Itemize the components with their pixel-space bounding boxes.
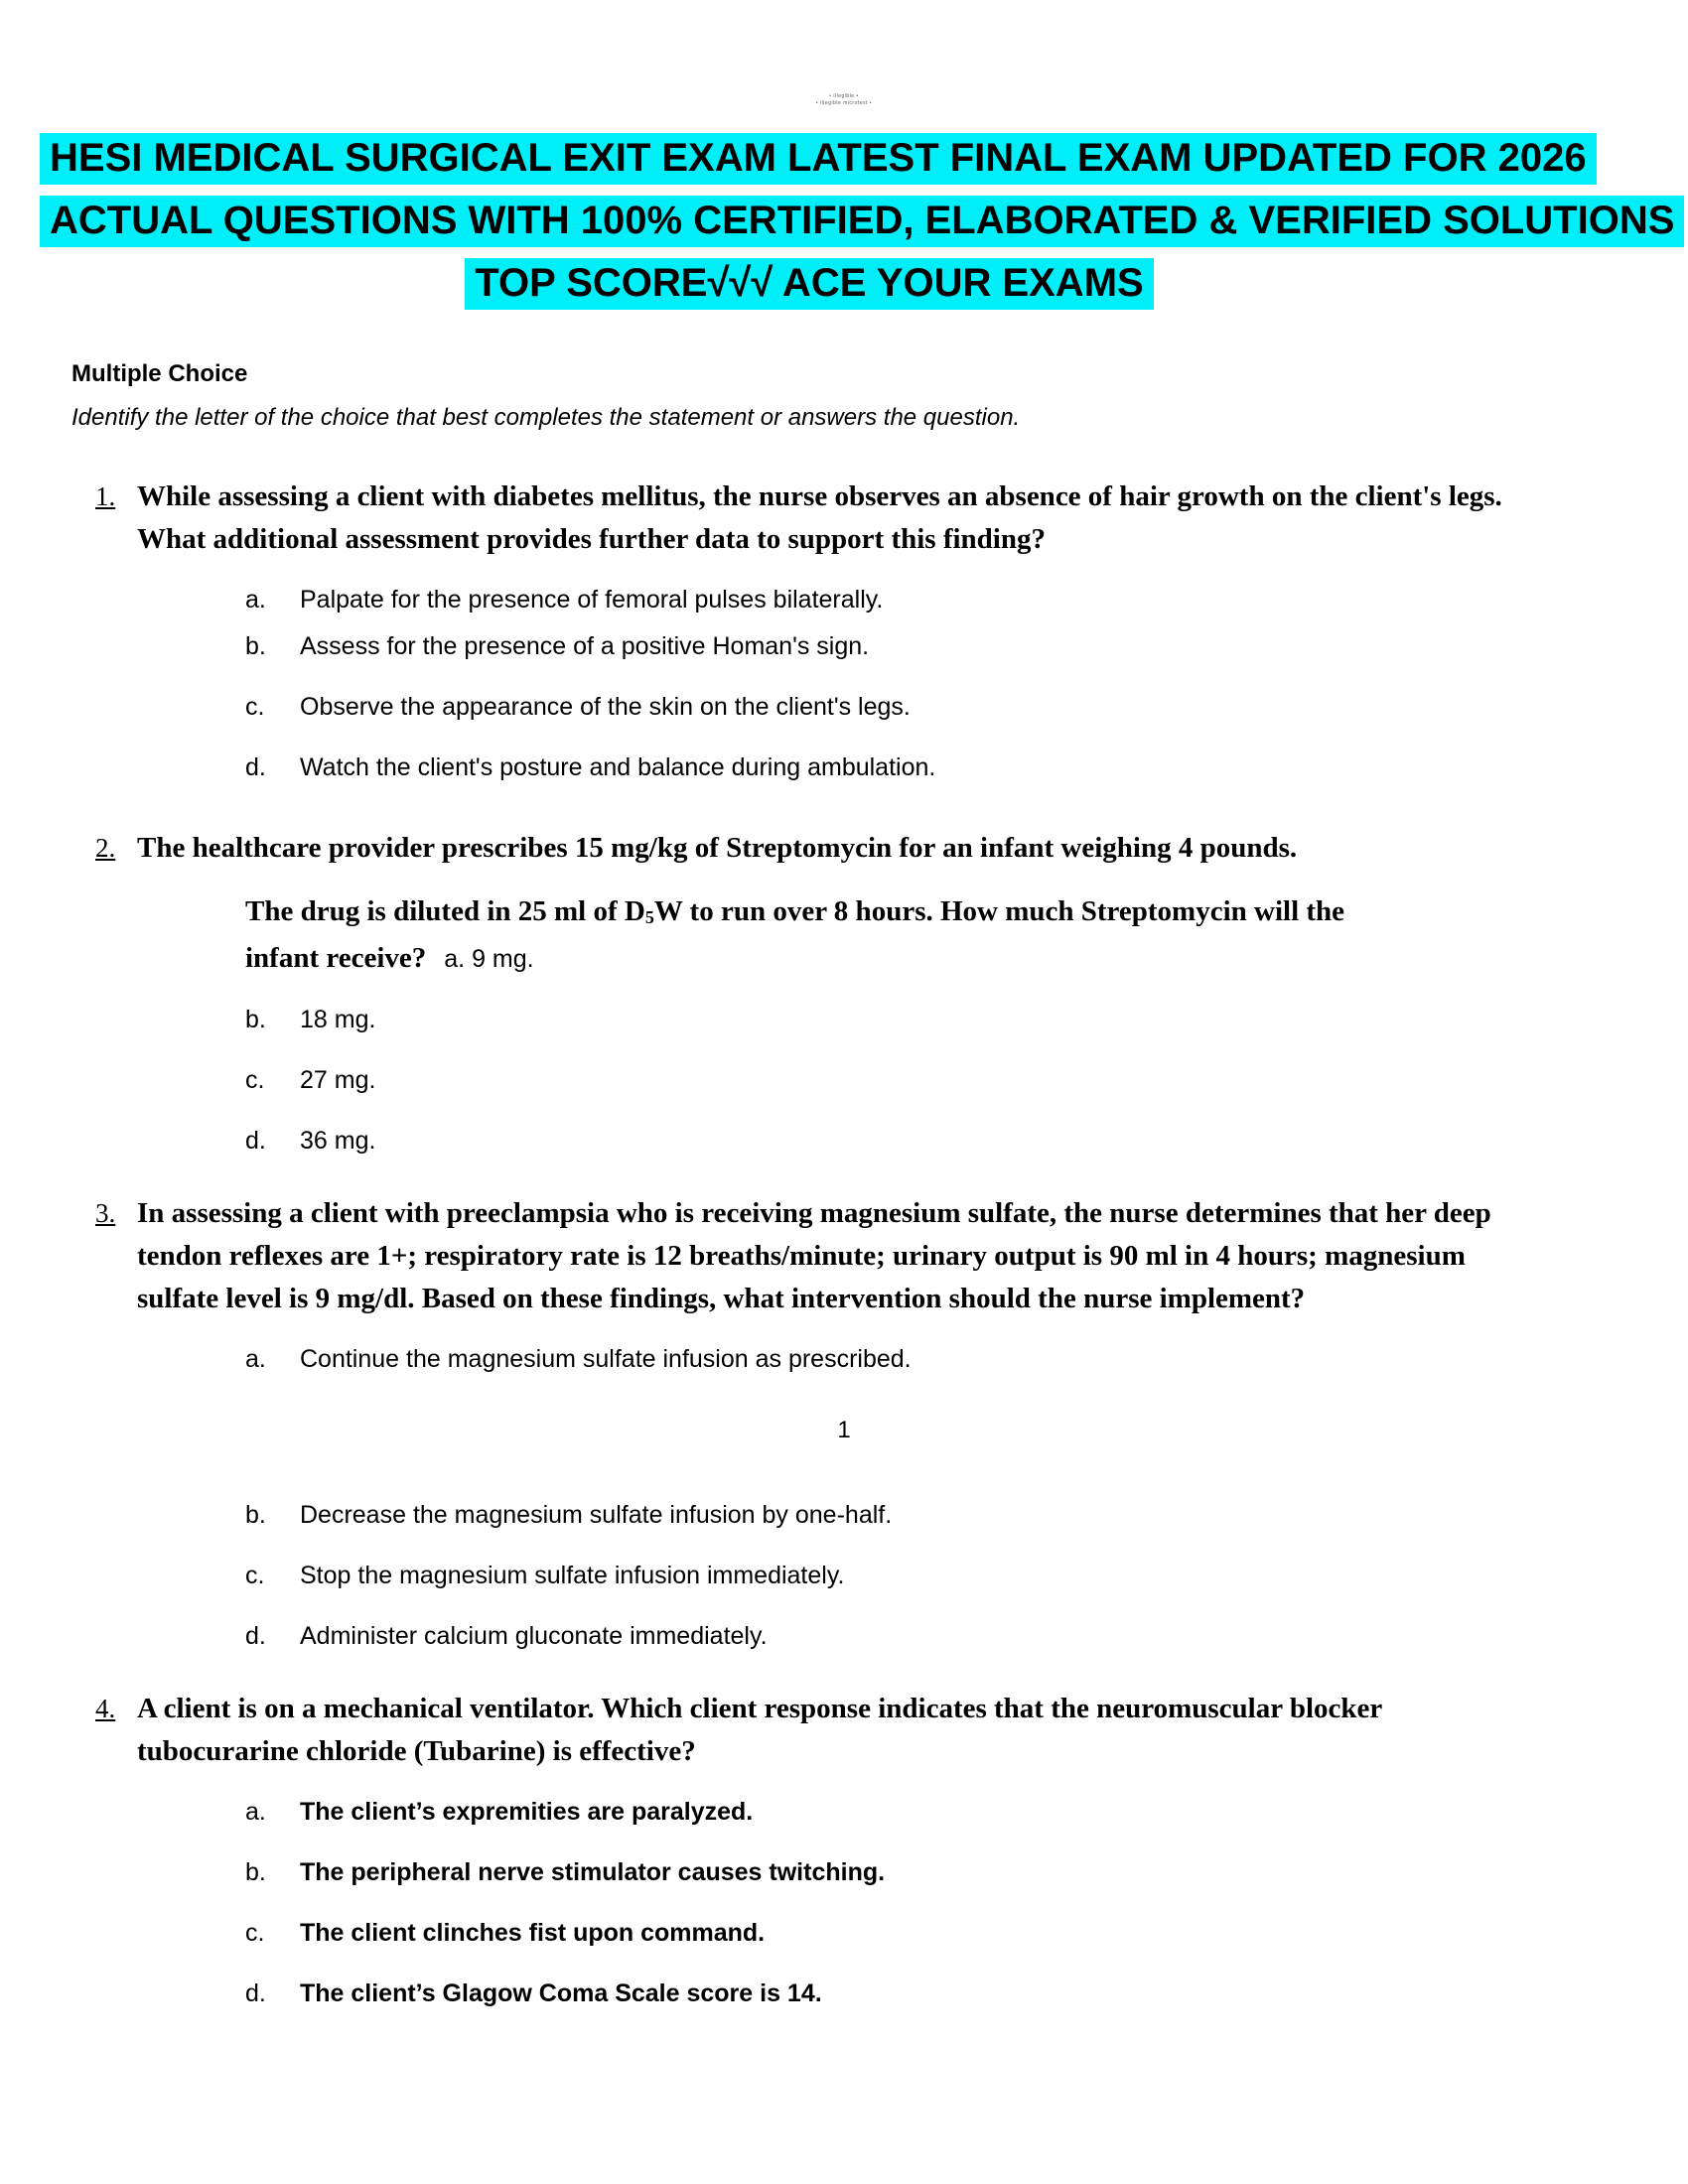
option-text: 36 mg. — [300, 1127, 376, 1155]
option-text: Continue the magnesium sulfate infusion as prescribed. — [300, 1345, 912, 1373]
question-4 — [95, 1688, 1539, 1773]
option-letter: d. — [245, 1127, 266, 1155]
header-microtext-line1: • illegible • — [829, 93, 859, 99]
section-heading: Multiple Choice — [71, 360, 248, 387]
question-3-options-continued — [245, 1500, 1688, 1652]
option-letter: c. — [245, 1919, 265, 1947]
section-instructions: Identify the letter of the choice that best completes the statement or answers the question. — [71, 404, 1021, 431]
option-text: 18 mg. — [300, 1006, 376, 1033]
question-1-options — [245, 585, 1688, 783]
option-letter: d. — [245, 1979, 266, 2007]
option-text: Palpate for the presence of femoral pulses bilaterally. — [300, 586, 884, 614]
option-text: The client clinches fist upon command. — [300, 1919, 766, 1947]
question-3 — [95, 1192, 1539, 1320]
option-text: Decrease the magnesium sulfate infusion by one-half. — [300, 1501, 893, 1529]
option-letter: c. — [245, 693, 265, 721]
detail-text-pre: The drug is diluted in 25 ml of D — [245, 895, 645, 927]
question-4-option-b — [245, 1857, 1688, 1888]
question-2-option-d — [245, 1126, 1688, 1157]
question-3-option-a — [245, 1344, 1688, 1375]
header-microtext — [0, 93, 1688, 107]
option-text: Watch the client's posture and balance during ambulation. — [300, 753, 936, 781]
question-1-option-a — [245, 585, 1688, 615]
detail-subscript: 5 — [644, 907, 654, 928]
question-1-number: 1. — [95, 481, 116, 511]
question-4-text: A client is on a mechanical ventilator. Which client response indicates that the neuromuscular blocker tubocurarine chloride (Tubarine) is effective? — [137, 1693, 1382, 1767]
question-1-text: While assessing a client with diabetes mellitus, the nurse observes an absence of hair growth on the client's legs. What additional assessment provides further data to support this finding? — [137, 480, 1502, 555]
question-1-option-b — [245, 631, 1688, 662]
question-2-option-b — [245, 1005, 1688, 1035]
question-4-number: 4. — [95, 1694, 116, 1723]
header-microtext-line2: • illegible microtext • — [815, 100, 873, 106]
question-2-options — [245, 1005, 1688, 1157]
option-letter: b. — [245, 632, 266, 660]
question-2-detail-line2 — [245, 936, 1539, 981]
option-text: The client’s Glagow Coma Scale score is 14. — [300, 1979, 822, 2007]
option-letter: c. — [245, 1066, 265, 1094]
option-letter: b. — [245, 1501, 266, 1529]
document-title — [0, 0, 1688, 315]
question-2-detail — [245, 889, 1539, 981]
title-line-3: TOP SCORE√√√ ACE YOUR EXAMS — [465, 258, 1153, 310]
option-text: Observe the appearance of the skin on the client's legs. — [300, 693, 911, 721]
option-text: Administer calcium gluconate immediately. — [300, 1622, 768, 1650]
question-3-option-d — [245, 1621, 1688, 1652]
question-2-number: 2. — [95, 833, 116, 863]
question-1-option-c — [245, 692, 1688, 723]
option-text: Stop the magnesium sulfate infusion immediately. — [300, 1562, 845, 1589]
question-2-option-a-inline: a. 9 mg. — [444, 945, 534, 973]
question-4-option-a — [245, 1797, 1688, 1828]
option-text: Assess for the presence of a positive Homan's sign. — [300, 632, 870, 660]
question-2-option-c — [245, 1065, 1688, 1096]
detail-text-post: W to run over 8 hours. How much Streptomycin will the — [653, 895, 1345, 927]
option-letter: a. — [245, 586, 266, 614]
question-4-option-d — [245, 1979, 1688, 2009]
title-line-2: ACTUAL QUESTIONS WITH 100% CERTIFIED, ELABORATED & VERIFIED SOLUTIONS — [40, 196, 1684, 247]
question-1-option-d — [245, 752, 1688, 783]
option-letter: a. — [245, 1798, 266, 1826]
option-letter: c. — [245, 1562, 265, 1589]
question-2 — [95, 827, 1539, 870]
question-4-options — [245, 1797, 1688, 2009]
option-text: 27 mg. — [300, 1066, 376, 1094]
question-1 — [95, 476, 1539, 561]
question-2-text: The healthcare provider prescribes 15 mg/kg of Streptomycin for an infant weighing 4 pounds. — [137, 832, 1298, 864]
question-4-option-c — [245, 1918, 1688, 1949]
question-3-option-b — [245, 1500, 1688, 1531]
page-number: 1 — [837, 1417, 851, 1443]
option-letter: b. — [245, 1006, 266, 1033]
title-line-1: HESI MEDICAL SURGICAL EXIT EXAM LATEST FINAL EXAM UPDATED FOR 2026 — [40, 133, 1597, 185]
question-3-option-c — [245, 1561, 1688, 1591]
question-2-detail-line1 — [245, 889, 1539, 936]
detail-text-bold: infant receive? — [245, 942, 427, 974]
question-3-options — [245, 1344, 1688, 1375]
option-letter: a. — [245, 1345, 266, 1373]
question-3-number: 3. — [95, 1198, 116, 1228]
option-letter: d. — [245, 1622, 266, 1650]
question-3-text: In assessing a client with preeclampsia who is receiving magnesium sulfate, the nurse determines that her deep tendon reflexes are 1+; respiratory rate is 12 breaths/minute; urinary output is 90 ml in 4 hours; magnesium sulfate level is 9 mg/dl. Based on these findings, what intervention should the nurse implement? — [137, 1197, 1491, 1314]
option-letter: d. — [245, 753, 266, 781]
option-text: The peripheral nerve stimulator causes twitching. — [300, 1858, 886, 1886]
option-text: The client’s expremities are paralyzed. — [300, 1798, 754, 1826]
option-letter: b. — [245, 1858, 266, 1886]
